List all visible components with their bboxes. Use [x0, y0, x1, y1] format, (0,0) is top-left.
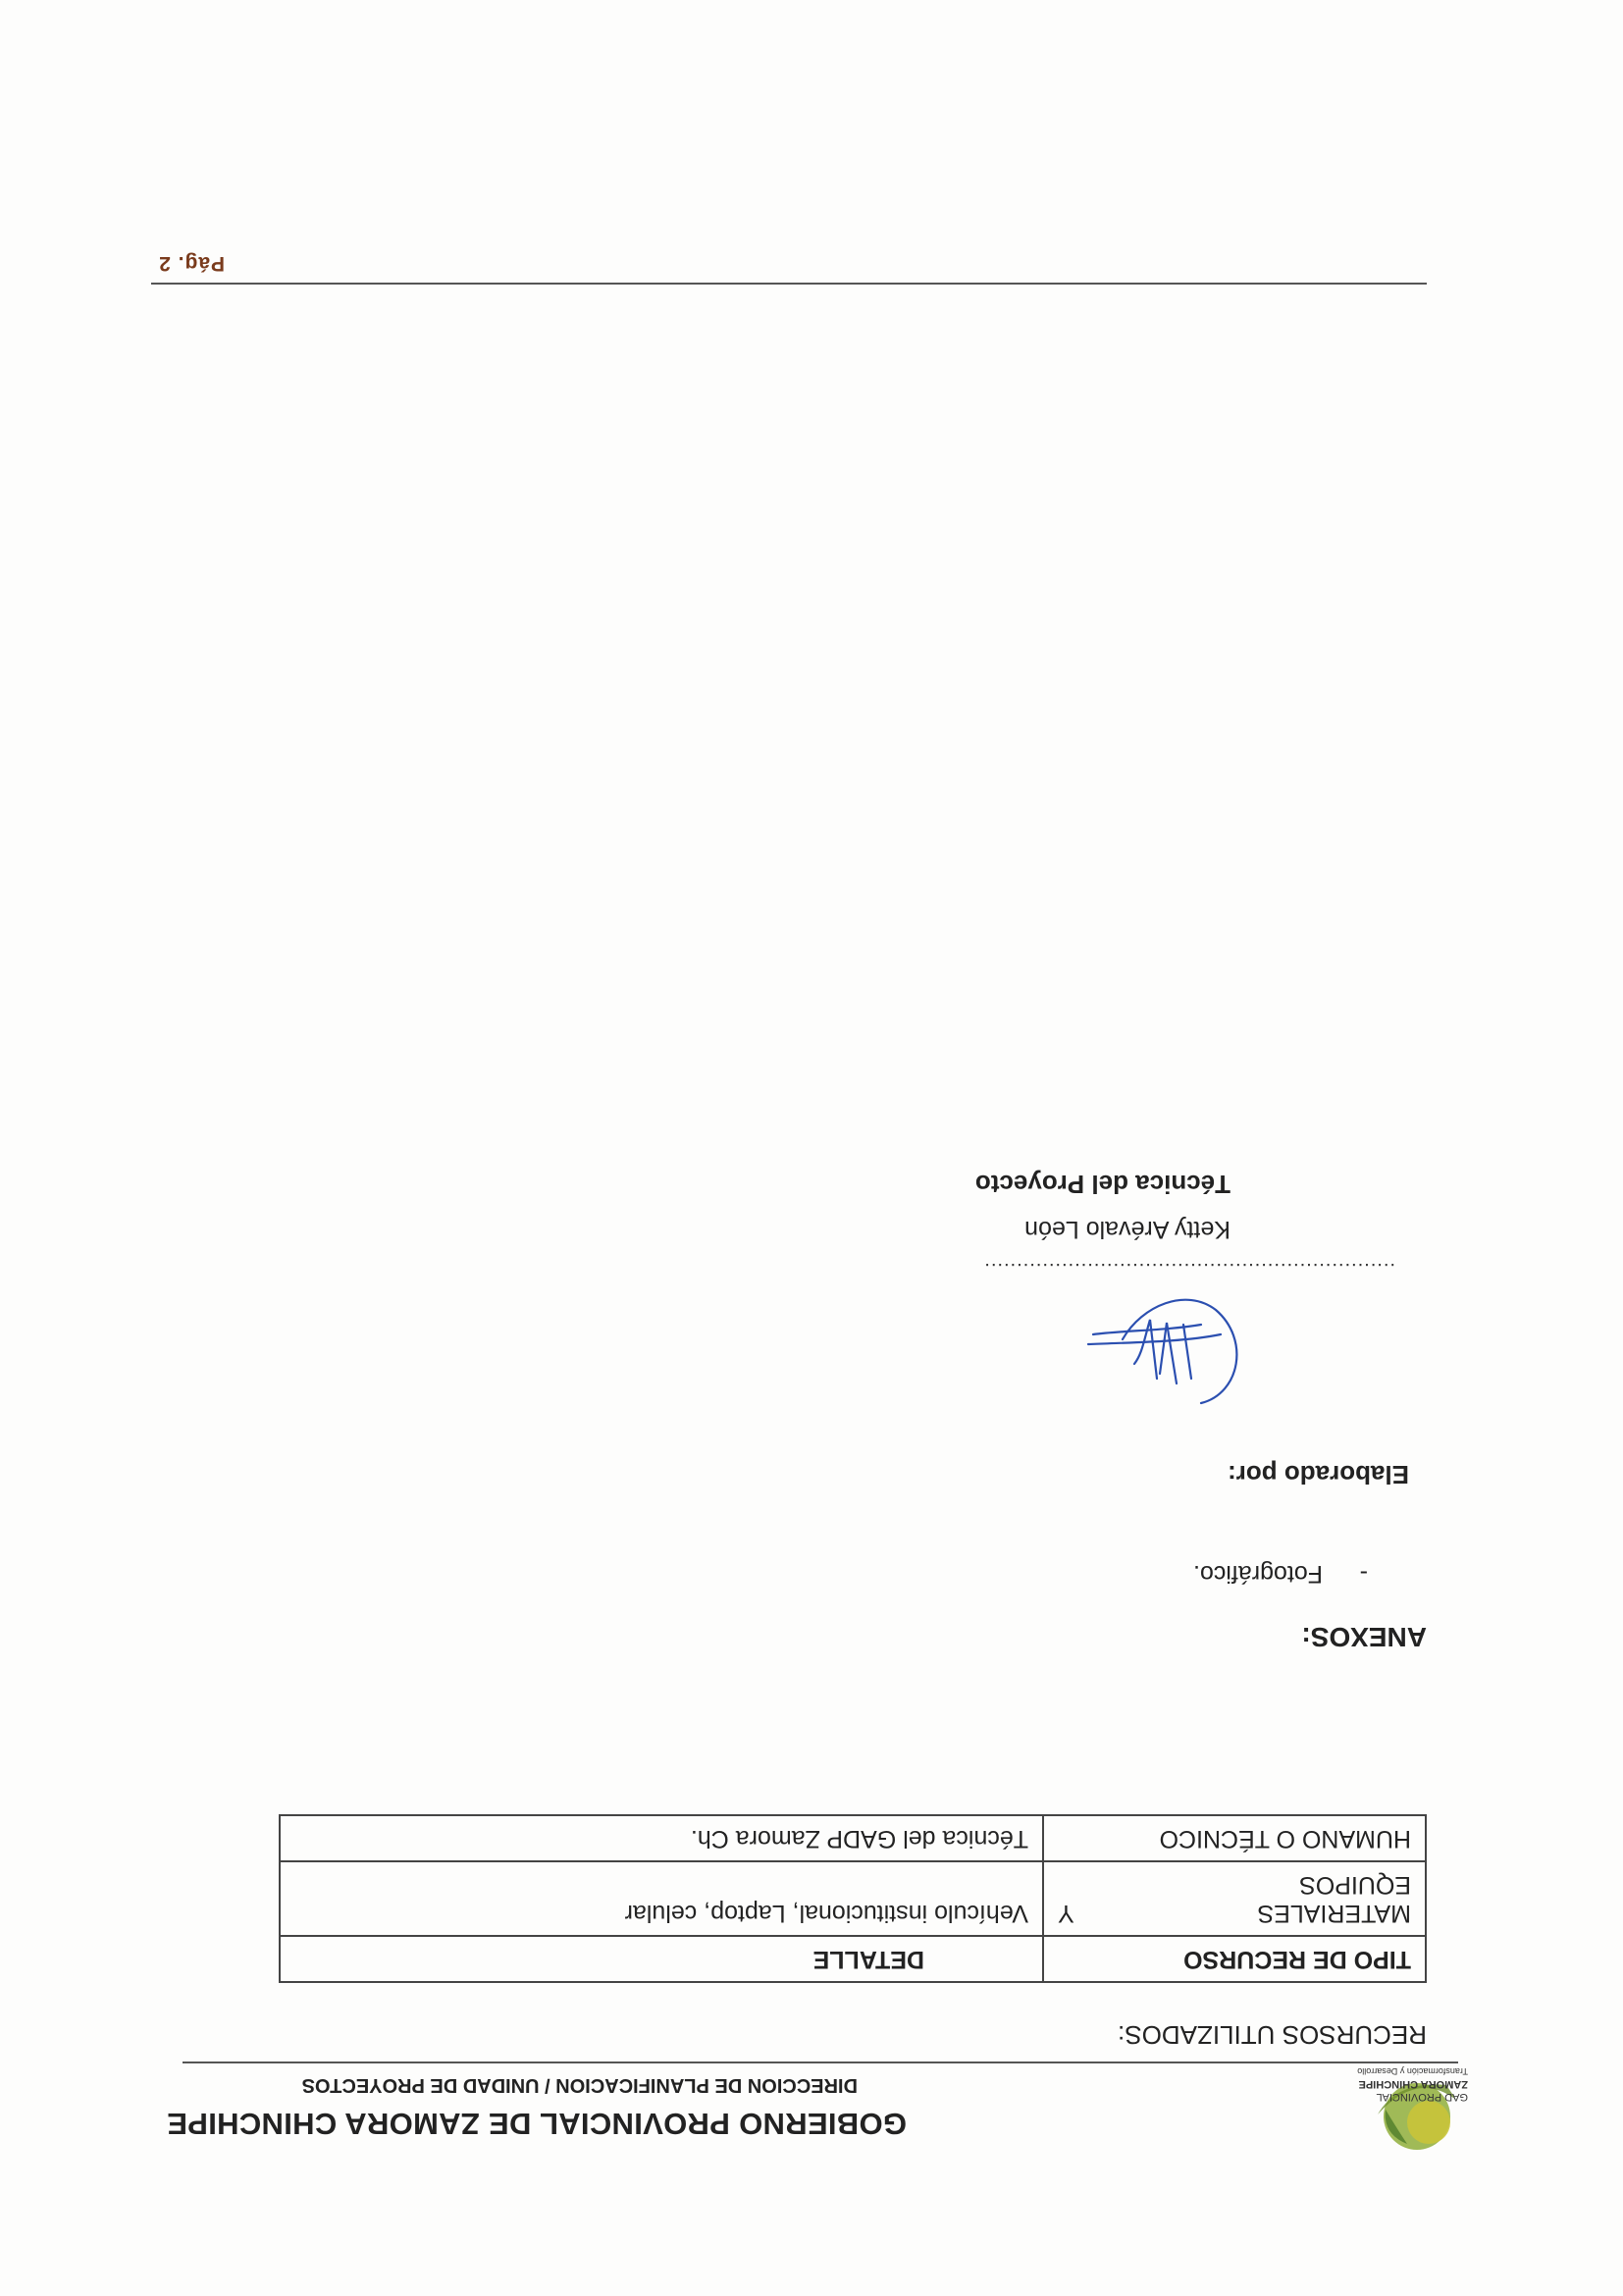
header-tipo: TIPO DE RECURSO [1043, 1936, 1426, 1982]
logo-line-3: Transformación y Desarrollo [1357, 2066, 1468, 2076]
header-rule [183, 2061, 1458, 2063]
table-row [280, 1861, 1426, 1936]
tipo-cell [1043, 1861, 1426, 1936]
logo-line-1: GAD PROVINCIAL [1376, 2091, 1468, 2103]
anexo-label: Fotográfico. [1192, 1560, 1323, 1588]
logo-line-2: ZAMORA CHINCHIPE [1358, 2078, 1468, 2090]
detalle-cell: Vehículo institucional, Laptop, celular [280, 1861, 1043, 1936]
tipo-materiales: MATERIALES [1257, 1900, 1411, 1927]
detalle-cell: Técnica del GADP Zamora Ch. [280, 1815, 1043, 1861]
recursos-heading: RECURSOS UTILIZADOS: [1118, 2020, 1427, 2050]
elaborado-label: Elaborado por: [1228, 1460, 1409, 1489]
anexo-bullet: - [1359, 1560, 1368, 1588]
tipo-cell: HUMANO O TÉCNICO [1043, 1815, 1426, 1861]
logo-text [1357, 2064, 1468, 2103]
table-row [280, 1815, 1426, 1861]
signer-name: Ketty Arévalo León [1024, 1216, 1230, 1243]
tipo-y: Y [1058, 1900, 1074, 1927]
anexo-list-item [1193, 1559, 1368, 1588]
handwritten-signature [1064, 1285, 1260, 1433]
table-header-row [280, 1936, 1426, 1982]
recursos-table [279, 1814, 1427, 1983]
signature-line: ................................................................ [983, 1259, 1395, 1280]
document-subtitle: DIRECCION DE PLANIFICACION / UNIDAD DE PROYECTOS [301, 2074, 858, 2096]
tipo-materiales-line [1058, 1899, 1411, 1927]
header-detalle: DETALLE [280, 1936, 1043, 1982]
footer-rule [151, 283, 1427, 285]
document-title: GOBIERNO PROVINCIAL DE ZAMORA CHINCHIPE [166, 2107, 907, 2141]
page-number: Pág. 2 [158, 252, 225, 275]
signer-role: Técnica del Proyecto [974, 1170, 1230, 1199]
anexos-heading: ANEXOS: [1301, 1622, 1427, 1652]
tipo-equipos: EQUIPOS [1299, 1871, 1411, 1899]
